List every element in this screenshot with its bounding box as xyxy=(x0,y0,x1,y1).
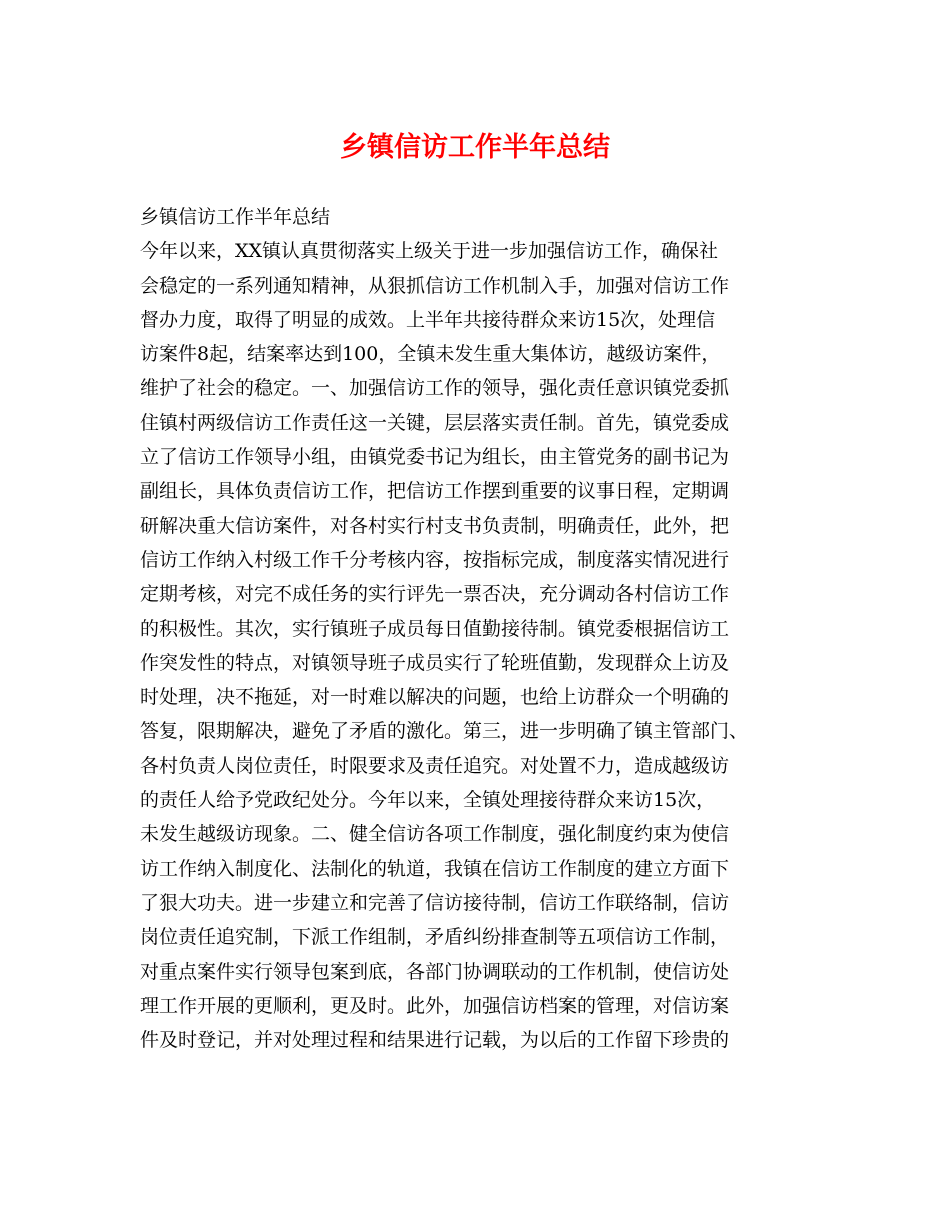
body-line: 作突发性的特点，对镇领导班子成员实行了轮班值勤，发现群众上访及 xyxy=(140,651,730,674)
body-line: 各村负责人岗位责任，时限要求及责任追究。对处置不力，造成越级访 xyxy=(140,754,730,777)
body-line: 信访工作纳入村级工作千分考核内容，按指标完成，制度落实情况进行 xyxy=(140,548,730,571)
body-line: 时处理，决不拖延，对一时难以解决的问题，也给上访群众一个明确的 xyxy=(140,686,730,709)
body-line: 岗位责任追究制，下派工作组制，矛盾纠纷排查制等五项信访工作制， xyxy=(140,926,730,949)
document-body xyxy=(140,200,830,1057)
body-line: 定期考核，对完不成任务的实行评先一票否决，充分调动各村信访工作 xyxy=(140,583,730,606)
body-line: 会稳定的一系列通知精神，从狠抓信访工作机制入手，加强对信访工作 xyxy=(140,274,730,297)
body-line: 住镇村两级信访工作责任这一关键，层层落实责任制。首先，镇党委成 xyxy=(140,411,730,434)
body-line: 维护了社会的稳定。一、加强信访工作的领导，强化责任意识镇党委抓 xyxy=(140,377,730,400)
body-line: 的责任人给予党政纪处分。今年以来，全镇处理接待群众来访15次， xyxy=(140,789,716,812)
body-line: 副组长，具体负责信访工作，把信访工作摆到重要的议事日程，定期调 xyxy=(140,480,730,503)
body-line: 了狠大功夫。进一步建立和完善了信访接待制，信访工作联络制，信访 xyxy=(140,891,730,914)
body-line: 的积极性。其次，实行镇班子成员每日值勤接待制。镇党委根据信访工 xyxy=(140,617,730,640)
body-line: 乡镇信访工作半年总结 xyxy=(140,206,331,228)
body-line: 访案件8起，结案率达到100，全镇未发生重大集体访，越级访案件， xyxy=(140,343,721,366)
body-line: 对重点案件实行领导包案到底，各部门协调联动的工作机制，使信访处 xyxy=(140,960,730,983)
body-line: 今年以来，XX镇认真贯彻落实上级关于进一步加强信访工作，确保社 xyxy=(140,240,719,263)
body-line: 研解决重大信访案件，对各村实行村支书负责制，明确责任，此外，把 xyxy=(140,514,730,537)
body-line: 件及时登记，并对处理过程和结果进行记载，为以后的工作留下珍贵的 xyxy=(140,1029,730,1052)
body-line: 立了信访工作领导小组，由镇党委书记为组长，由主管党务的副书记为 xyxy=(140,446,730,469)
body-line: 访工作纳入制度化、法制化的轨道，我镇在信访工作制度的建立方面下 xyxy=(140,857,730,880)
document-title: 乡镇信访工作半年总结 xyxy=(340,132,610,163)
body-line: 答复，限期解决，避免了矛盾的激化。第三，进一步明确了镇主管部门、 xyxy=(140,720,749,743)
body-line: 督办力度，取得了明显的成效。上半年共接待群众来访15次，处理信 xyxy=(140,308,716,331)
body-line: 理工作开展的更顺利，更及时。此外，加强信访档案的管理，对信访案 xyxy=(140,994,730,1017)
body-line: 未发生越级访现象。二、健全信访各项工作制度，强化制度约束为使信 xyxy=(140,823,730,846)
